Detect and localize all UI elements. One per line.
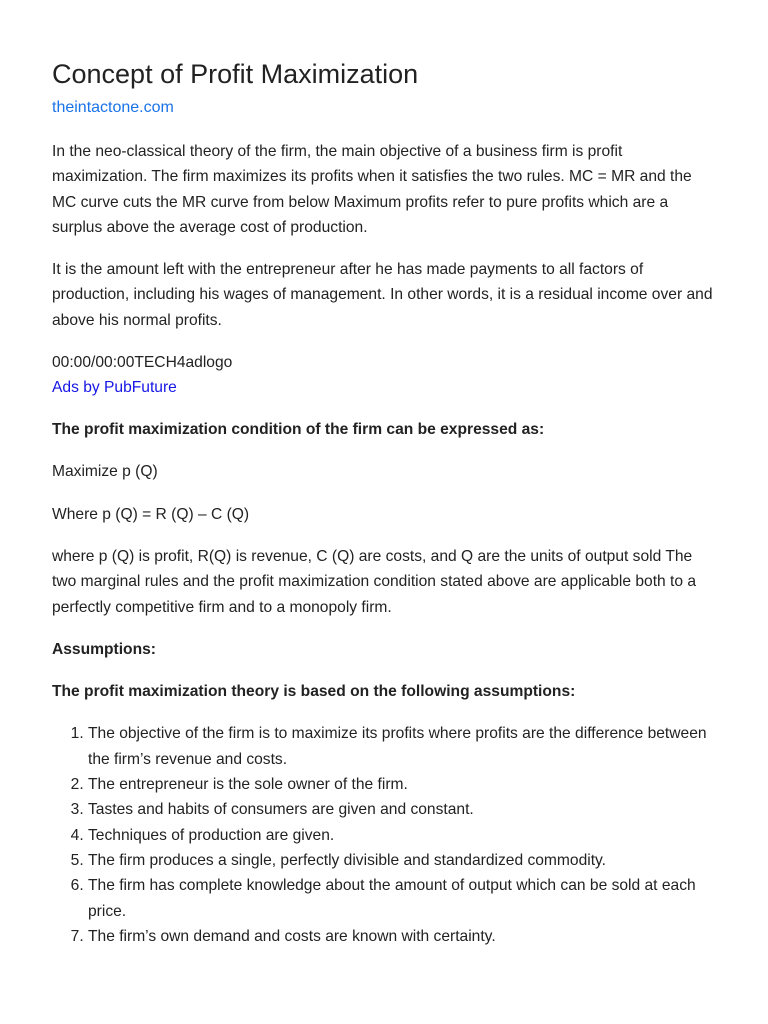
ads-by-link[interactable]: Ads by PubFuture (52, 379, 177, 397)
list-item: 5. The firm produces a single, perfectly divisible and standardized commodity. (88, 848, 716, 873)
page-title: Concept of Profit Maximization (52, 59, 419, 89)
maximize-formula: Maximize p (Q) (52, 463, 158, 481)
list-item: 2. The entrepreneur is the sole owner of the firm. (88, 772, 716, 797)
list-item: 3. Tastes and habits of consumers are given and constant. (88, 797, 716, 822)
list-item: 7. The firm’s own demand and costs are known with certainty. (88, 924, 716, 949)
list-item: 4. Techniques of production are given. (88, 823, 716, 848)
condition-heading: The profit maximization condition of the firm can be expressed as: (52, 421, 545, 439)
ad-player-block (52, 350, 716, 400)
ad-player-text: 00:00/00:00TECH4adlogo (52, 354, 233, 372)
residual-income-paragraph: It is the amount left with the entrepreneur after he has made payments to all factors of production, including his wages of management. In other words, it is a residual income over and above his normal profits. (52, 261, 713, 329)
source-link[interactable]: theintactone.com (52, 99, 174, 116)
explanation-paragraph: where p (Q) is profit, R(Q) is revenue, C (Q) are costs, and Q are the units of output sold The two marginal rules and the profit maximization condition stated above are applicable both to a perfectly competitive firm and to a monopoly firm. (52, 547, 697, 616)
list-item: 1. The objective of the firm is to maximize its profits where profits are the difference between the firm’s revenue and costs. (88, 721, 716, 772)
where-formula: Where p (Q) = R (Q) – C (Q) (52, 505, 250, 523)
intro-paragraph: In the neo-classical theory of the firm, the main objective of a business firm is profit maximization. The firm maximizes its profits when it satisfies the two rules. MC = MR and the MC curve cuts the MR curve from below Maximum profits refer to pure profits which are a surplus above the average cost of production. (52, 143, 692, 236)
assumptions-heading: Assumptions: (52, 640, 156, 658)
theory-basis-heading: The profit maximization theory is based on the following assumptions: (52, 683, 576, 701)
list-item: 6. The firm has complete knowledge about the amount of output which can be sold at each price. (88, 873, 716, 924)
assumptions-list (52, 721, 716, 949)
